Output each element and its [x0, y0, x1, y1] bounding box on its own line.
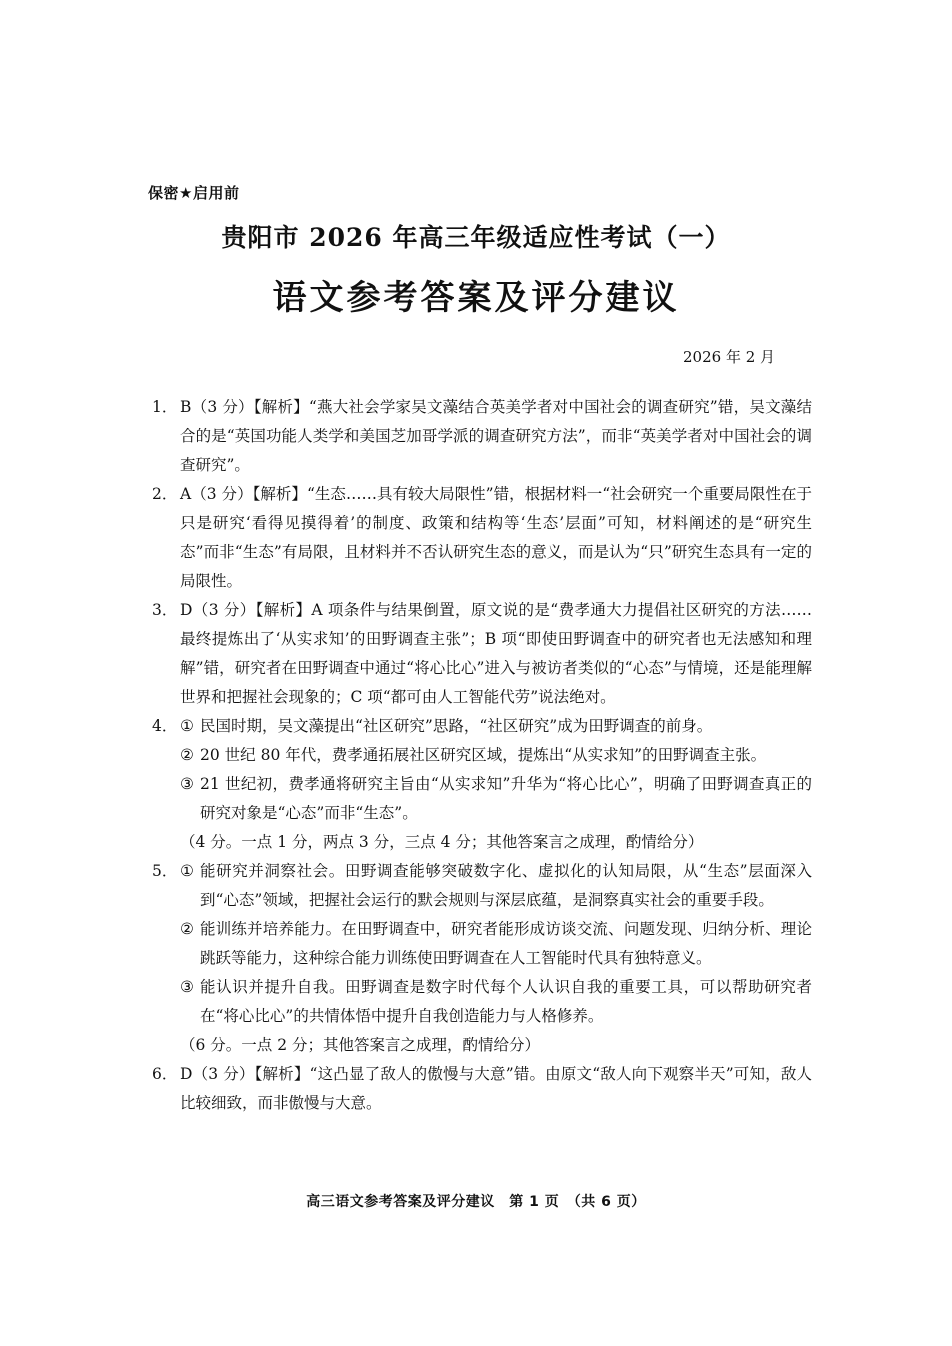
- confidential-label: 保密★启用前: [148, 184, 240, 202]
- point-text: 民国时期，吴文藻提出“社区研究”思路，“社区研究”成为田野调查的前身。: [200, 717, 713, 735]
- point-marker: ③: [180, 978, 194, 996]
- point-marker: ①: [180, 717, 194, 735]
- answer-text: A（3 分）【解析】“生态……具有较大局限性”错，根据材料一“社会研究一个重要局限性在于只是研究‘看得见摸得着’的制度、政策和结构等‘生态’层面”可知，材料阐述的是“研究生态”而非“生态”有局限，且材料并不否认研究生态的意义，而是认为“只”研究生态具有一定的局限性。: [180, 485, 812, 590]
- question-number: 6．: [152, 1065, 178, 1083]
- answer-point: [180, 712, 812, 741]
- point-marker: ②: [180, 920, 194, 938]
- question-number: 2．: [152, 485, 178, 503]
- scoring-note: （6 分。一点 2 分；其他答案言之成理，酌情给分）: [180, 1036, 541, 1054]
- answer-item-1: [152, 393, 812, 480]
- question-number: 5．: [152, 862, 178, 880]
- answer-item-5: [152, 857, 812, 1060]
- scoring-note: （4 分。一点 1 分，两点 3 分，三点 4 分；其他答案言之成理，酌情给分）: [180, 833, 704, 851]
- answer-body: [180, 712, 812, 857]
- page-footer: 高三语文参考答案及评分建议 第 1 页 （共 6 页）: [306, 1194, 646, 1210]
- question-number: 3．: [152, 601, 178, 619]
- answer-point: [180, 973, 812, 1031]
- answer-text: D（3 分）【解析】A 项条件与结果倒置，原文说的是“费孝通大力提倡社区研究的方法……最终提炼出了‘从实求知’的田野调查主张”；B 项“即使田野调查中的研究者也无法感知和理解”错，研究者在田野调查中通过“将心比心”进入与被访者类似的“心态”与情境，还是能理解世界和把握社会现象的；C 项“都可由人工智能代劳”说法绝对。: [180, 601, 812, 706]
- answer-list: [152, 393, 812, 1118]
- point-text: 20 世纪 80 年代，费孝通拓展社区研究区域，提炼出“从实求知”的田野调查主张。: [200, 746, 767, 764]
- document-date: 2026 年 2 月: [683, 348, 776, 366]
- point-text: 21 世纪初，费孝通将研究主旨由“从实求知”升华为“将心比心”，明确了田野调查真正的研究对象是“心态”而非“生态”。: [200, 775, 812, 822]
- document-title: 语文参考答案及评分建议: [272, 278, 680, 318]
- answer-point: [180, 857, 812, 915]
- point-text: 能认识并提升自我。田野调查是数字时代每个人认识自我的重要工具，可以帮助研究者在“将心比心”的共情体悟中提升自我创造能力与人格修养。: [200, 978, 812, 1025]
- point-text: 能训练并培养能力。在田野调查中，研究者能形成访谈交流、问题发现、归纳分析、理论跳跃等能力，这种综合能力训练使田野调查在人工智能时代具有独特意义。: [200, 920, 812, 967]
- point-text: 能研究并洞察社会。田野调查能够突破数字化、虚拟化的认知局限，从“生态”层面深入到“心态”领域，把握社会运行的默会规则与深层底蕴，是洞察真实社会的重要手段。: [200, 862, 812, 909]
- answer-item-3: [152, 596, 812, 712]
- answer-item-4: [152, 712, 812, 857]
- question-number: 4．: [152, 717, 178, 735]
- answer-item-2: [152, 480, 812, 596]
- point-marker: ③: [180, 775, 194, 793]
- point-marker: ①: [180, 862, 194, 880]
- answer-point: [180, 741, 812, 770]
- answer-point: [180, 915, 812, 973]
- point-marker: ②: [180, 746, 194, 764]
- answer-point: [180, 770, 812, 828]
- answer-item-6: [152, 1060, 812, 1118]
- answer-body: [180, 857, 812, 1060]
- question-number: 1．: [152, 398, 178, 416]
- answer-text: B（3 分）【解析】“燕大社会学家吴文藻结合英美学者对中国社会的调查研究”错，吴文藻结合的是“英国功能人类学和美国芝加哥学派的调查研究方法”，而非“英美学者对中国社会的调查研究”。: [180, 398, 812, 474]
- exam-title: 贵阳市 2026 年高三年级适应性考试（一）: [221, 223, 731, 252]
- answer-text: D（3 分）【解析】“这凸显了敌人的傲慢与大意”错。由原文“敌人向下观察半天”可知，敌人比较细致，而非傲慢与大意。: [180, 1065, 812, 1112]
